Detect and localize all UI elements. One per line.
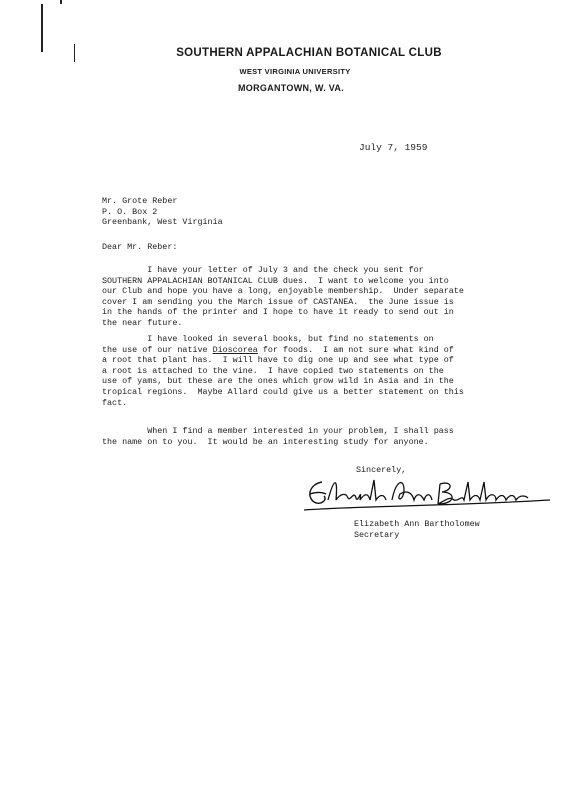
paragraph-1-line: cover I am sending you the March issue of CASTANEA. the June issue is — [102, 296, 454, 307]
paragraph-2-text: the use of our native — [102, 344, 213, 355]
letter-date: July 7, 1959 — [359, 142, 428, 153]
paragraph-3 — [102, 426, 454, 447]
recipient-line-3: Greenbank, West Virginia — [102, 217, 223, 228]
paragraph-2-line: fact. — [102, 397, 128, 408]
paragraph-3-line: When I find a member interested in your problem, I shall pass — [102, 426, 454, 436]
paragraph-3-line: the name on to you. It would be an interesting study for anyone. — [102, 436, 429, 447]
paragraph-1-line: SOUTHERN APPALACHIAN BOTANICAL CLUB dues. I want to welcome you into — [102, 275, 449, 286]
paragraph-2 — [102, 334, 464, 408]
paragraph-2-line — [102, 345, 464, 356]
paragraph-1-line: in the hands of the printer and I hope to have it ready to send out in — [102, 307, 454, 318]
paragraph-2-line: use of yams, but these are the ones which grow wild in Asia and in the — [102, 376, 454, 387]
closing: Sincerely, — [356, 465, 407, 475]
paragraph-1 — [102, 265, 464, 329]
recipient-address — [102, 196, 223, 228]
letterhead-city: MORGANTOWN, W. VA. — [237, 83, 345, 93]
paragraph-2-line: a root is attached to the vine. I have copied two statements on the — [102, 365, 444, 376]
paragraph-1-line: our Club and hope you have a long, enjoyable membership. Under separate — [102, 286, 464, 297]
salutation: Dear Mr. Reber: — [102, 242, 178, 252]
handwritten-signature — [300, 470, 560, 520]
recipient-line-2: P. O. Box 2 — [102, 206, 158, 217]
paragraph-2-text: for foods. I am not sure what kind of — [257, 344, 454, 355]
underlined-genus: Dioscorea — [212, 344, 258, 355]
paragraph-1-line: the near future. — [102, 317, 183, 328]
letterhead-university: WEST VIRGINIA UNIVERSITY — [239, 67, 351, 76]
paragraph-2-line: I have looked in several books, but find no statements on — [102, 334, 434, 344]
letterhead-organization: SOUTHERN APPALACHIAN BOTANICAL CLUB — [176, 47, 442, 59]
paragraph-2-line: a root that plant has. I will have to dig one up and see what type of — [102, 355, 454, 366]
margin-mark-1 — [41, 4, 43, 52]
signer-title: Secretary — [354, 530, 400, 540]
paragraph-2-line: tropical regions. Maybe Allard could give us a better statement on this — [102, 386, 464, 397]
paragraph-1-line: I have your letter of July 3 and the check you sent for — [102, 265, 424, 275]
margin-mark-3 — [60, 0, 62, 4]
recipient-line-1: Mr. Grote Reber — [102, 196, 178, 206]
signer-name: Elizabeth Ann Bartholomew — [354, 519, 480, 529]
